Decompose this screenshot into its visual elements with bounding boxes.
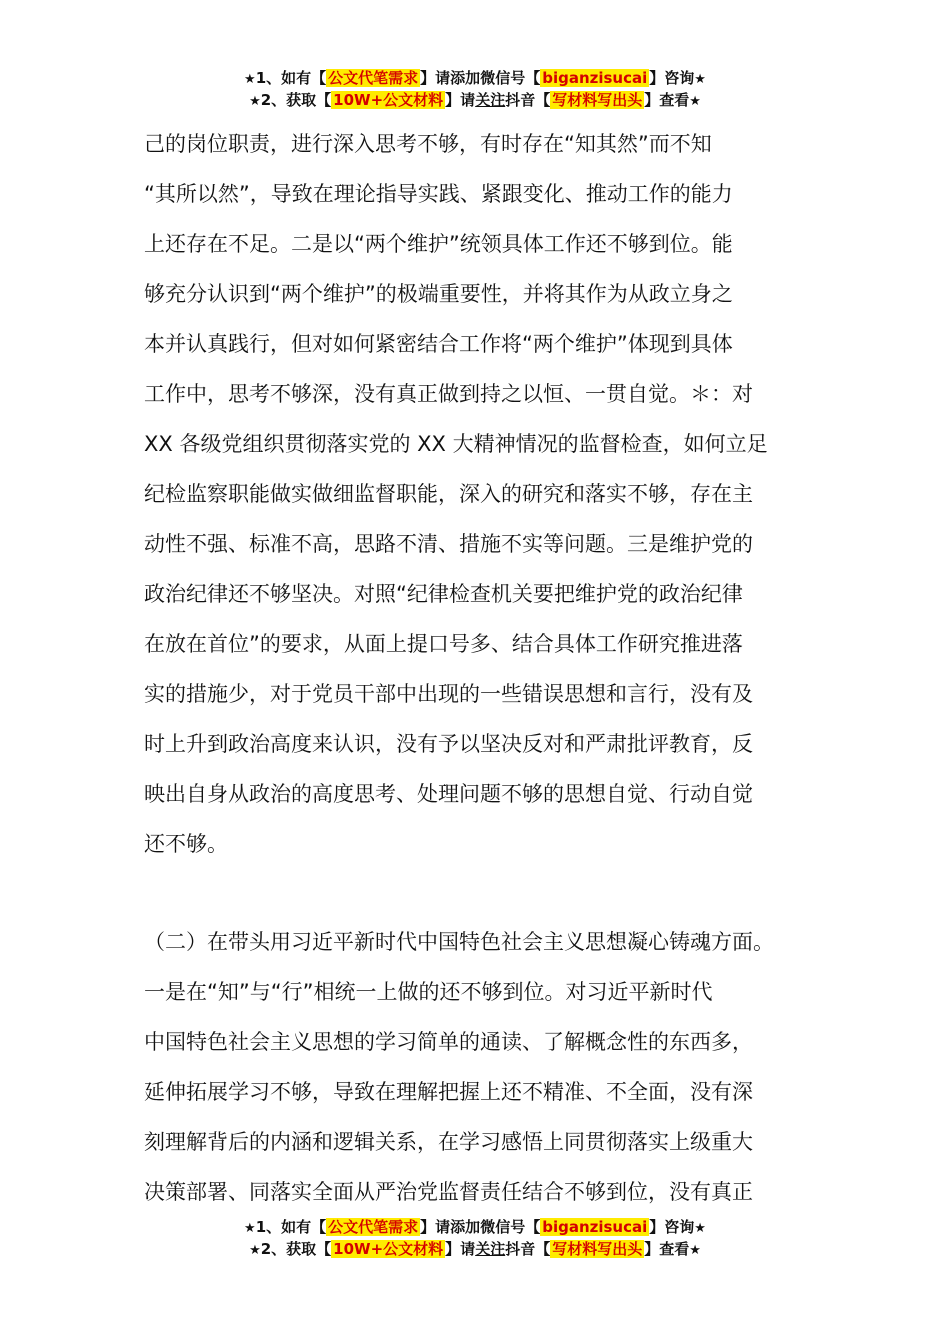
top-promo-banner [0,68,950,112]
text-line: 延伸拓展学习不够，导致在理解把握上还不精准、不全面，没有深 [144,1080,753,1104]
star-icon: ★ [249,1243,261,1258]
body-paragraph-2 [144,917,810,1217]
banner-line-1-suffix: 】咨询 [649,1218,695,1236]
banner-line-2-mid: 】请 [445,91,476,109]
text-line: 己的岗位职责，进行深入思考不够，有时存在“知其然”而不知 [144,132,712,156]
text-line: 上还存在不足。二是以“两个维护”统领具体工作还不够到位。能 [144,232,733,256]
banner-line-1-strong: 添加 [450,69,481,87]
bottom-promo-banner [0,1217,950,1261]
star-icon: ★ [689,1243,701,1258]
text-line: 中国特色社会主义思想的学习简单的通读、了解概念性的东西多， [144,1030,753,1054]
banner-line-1-mid2: 微信号【 [480,1218,541,1236]
star-icon: ★ [244,72,256,87]
body-paragraph-1 [144,119,810,869]
banner-line-2-highlight-materials: 10W+公文材料 [333,1240,444,1258]
banner-line-1-mid: 】请 [420,69,451,87]
text-line: 还不够。 [144,832,228,856]
banner-line-2-prefix: 2、获取【 [260,1240,332,1258]
banner-line-2-highlight-materials: 10W+公文材料 [333,91,444,109]
banner-line-2-mid: 】请 [445,1240,476,1258]
star-icon: ★ [244,1221,256,1236]
banner-line-2-strong: 关注 [475,91,506,109]
star-icon: ★ [249,94,261,109]
banner-line-2-mid2: 抖音【 [505,1240,551,1258]
text-line: 刻理解背后的内涵和逻辑关系，在学习感悟上同贯彻落实上级重大 [144,1130,753,1154]
banner-line-1-highlight-wechat: biganzisucai [542,69,648,87]
text-line: 政治纪律还不够坚决。对照“纪律检查机关要把维护党的政治纪律 [144,582,743,606]
banner-line-2-suffix: 】查看 [644,91,690,109]
text-line: 映出自身从政治的高度思考、处理问题不够的思想自觉、行动自觉 [144,782,753,806]
banner-line-2-highlight-douyin: 写材料写出头 [552,1240,643,1258]
banner-line-1-suffix: 】咨询 [649,69,695,87]
text-line: 本并认真践行，但对如何紧密结合工作将“两个维护”体现到具体 [144,332,733,356]
banner-line-1-prefix: 1、如有【 [255,69,327,87]
text-line: 实的措施少，对于党员干部中出现的一些错误思想和言行，没有及 [144,682,753,706]
banner-line-2 [0,1239,950,1261]
banner-line-1-highlight-service: 公文代笔需求 [328,69,419,87]
text-line: 时上升到政治高度来认识，没有予以坚决反对和严肃批评教育，反 [144,732,753,756]
banner-line-1-mid2: 微信号【 [480,69,541,87]
banner-line-1-strong: 添加 [450,1218,481,1236]
text-line: 在放在首位”的要求，从面上提口号多、结合具体工作研究推进落 [144,632,743,656]
banner-line-2-suffix: 】查看 [644,1240,690,1258]
text-line: “其所以然”，导致在理论指导实践、紧跟变化、推动工作的能力 [144,182,733,206]
section-heading-line: （二）在带头用习近平新时代中国特色社会主义思想凝心铸魂方面。 [144,930,774,954]
banner-line-1-mid: 】请 [420,1218,451,1236]
text-line: 纪检监察职能做实做细监督职能，深入的研究和落实不够，存在主 [144,482,753,506]
banner-line-1-highlight-wechat: biganzisucai [542,1218,648,1236]
banner-line-2 [0,90,950,112]
banner-line-2-strong: 关注 [475,1240,506,1258]
text-line: 动性不强、标准不高，思路不清、措施不实等问题。三是维护党的 [144,532,753,556]
star-icon: ★ [694,1221,706,1236]
text-line: 够充分认识到“两个维护”的极端重要性，并将其作为从政立身之 [144,282,733,306]
banner-line-1 [0,68,950,90]
banner-line-1-prefix: 1、如有【 [255,1218,327,1236]
banner-line-2-highlight-douyin: 写材料写出头 [552,91,643,109]
text-line: 一是在“知”与“行”相统一上做的还不够到位。对习近平新时代 [144,980,713,1004]
star-icon: ★ [694,72,706,87]
text-line: 决策部署、同落实全面从严治党监督责任结合不够到位，没有真正 [144,1180,753,1204]
text-line: XX 各级党组织贯彻落实党的 XX 大精神情况的监督检查，如何立足 [144,432,768,456]
banner-line-1 [0,1217,950,1239]
banner-line-2-prefix: 2、获取【 [260,91,332,109]
text-line: 工作中，思考不够深，没有真正做到持之以恒、一贯自觉。＊：对 [144,382,753,406]
banner-line-1-highlight-service: 公文代笔需求 [328,1218,419,1236]
banner-line-2-mid2: 抖音【 [505,91,551,109]
star-icon: ★ [689,94,701,109]
